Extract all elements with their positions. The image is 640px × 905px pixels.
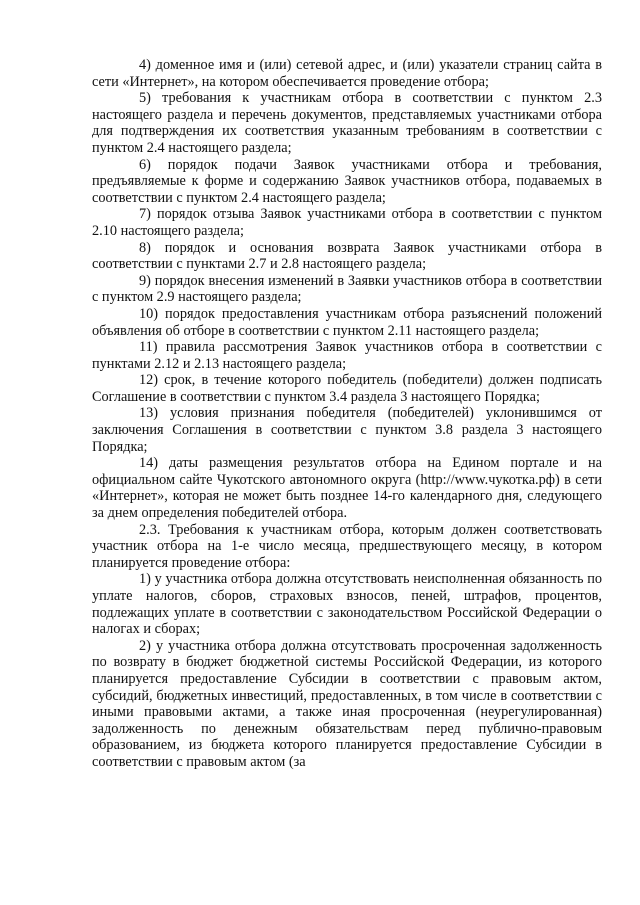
paragraph-item-6: 6) порядок подачи Заявок участниками отбора и требования, предъявляемые к форме и содержанию Заявок участников отбора, подаваемых в соответствии с пунктом 2.4 настоящего раздела; — [92, 156, 602, 206]
paragraph-item-7: 7) порядок отзыва Заявок участниками отбора в соответствии с пунктом 2.10 настоящего раздела; — [92, 206, 602, 239]
section-2-3-paragraph: 2.3. Требования к участникам отбора, которым должен соответствовать участник отбора на 1-е число месяца, предшествующего месяцу, в котором планируется проведение отбора: — [92, 521, 602, 571]
paragraph-item-12: 12) срок, в течение которого победитель (победители) должен подписать Соглашение в соответствии с пунктом 3.4 раздела 3 настоящего Порядка; — [92, 372, 602, 405]
paragraph-item-10: 10) порядок предоставления участникам отбора разъяснений положений объявления об отборе в соответствии с пунктом 2.11 настоящего раздела; — [92, 305, 602, 339]
paragraph-item-11: 11) правила рассмотрения Заявок участников отбора в соответствии с пунктами 2.12 и 2.13 настоящего раздела; — [92, 339, 602, 372]
requirement-item-1: 1) у участника отбора должна отсутствовать неисполненная обязанность по уплате налогов, сборов, страховых взносов, пеней, штрафов, процентов, подлежащих уплате в соответствии с законодательством Российской Федерации о налогах и сборах; — [92, 571, 602, 638]
document-body — [92, 57, 602, 771]
paragraph-item-8: 8) порядок и основания возврата Заявок участниками отбора в соответствии с пунктами 2.7 и 2.8 настоящего раздела; — [92, 239, 602, 273]
paragraph-item-5: 5) требования к участникам отбора в соответствии с пунктом 2.3 настоящего раздела и перечень документов, представляемых участниками отбора для подтверждения их соответствия указанным требованиям в соответствии с пунктом 2.4 настоящего раздела; — [92, 90, 602, 156]
requirement-item-2: 2) у участника отбора должна отсутствовать просроченная задолженность по возврату в бюджет бюджетной системы Российской Федерации, из которого планируется предоставление Субсидии в соответствии с правовым актом, субсидий, бюджетных инвестиций, предоставленных, в том числе в соответствии с иными правовыми актами, а также иная просроченная (неурегулированная) задолженность по денежным обязательствам перед публично-правовым образованием, из бюджета которого планируется предоставление Субсидии в соответствии с правовым актом (за — [92, 637, 602, 770]
paragraph-item-14: 14) даты размещения результатов отбора на Едином портале и на официальном сайте Чукотского автономного округа (http://www.чукотка.рф) в сети «Интернет», которая не может быть позднее 14-го календарного дня, следующего за днем определения победителей отбора. — [92, 455, 602, 522]
paragraph-item-4: 4) доменное имя и (или) сетевой адрес, и (или) указатели страниц сайта в сети «Интернет», на котором обеспечивается проведение отбора; — [92, 57, 602, 90]
paragraph-item-13: 13) условия признания победителя (победителей) уклонившимся от заключения Соглашения в соответствии с пунктом 3.8 раздела 3 настоящего Порядка; — [92, 405, 602, 455]
paragraph-item-9: 9) порядок внесения изменений в Заявки участников отбора в соответствии с пунктом 2.9 настоящего раздела; — [92, 272, 602, 306]
